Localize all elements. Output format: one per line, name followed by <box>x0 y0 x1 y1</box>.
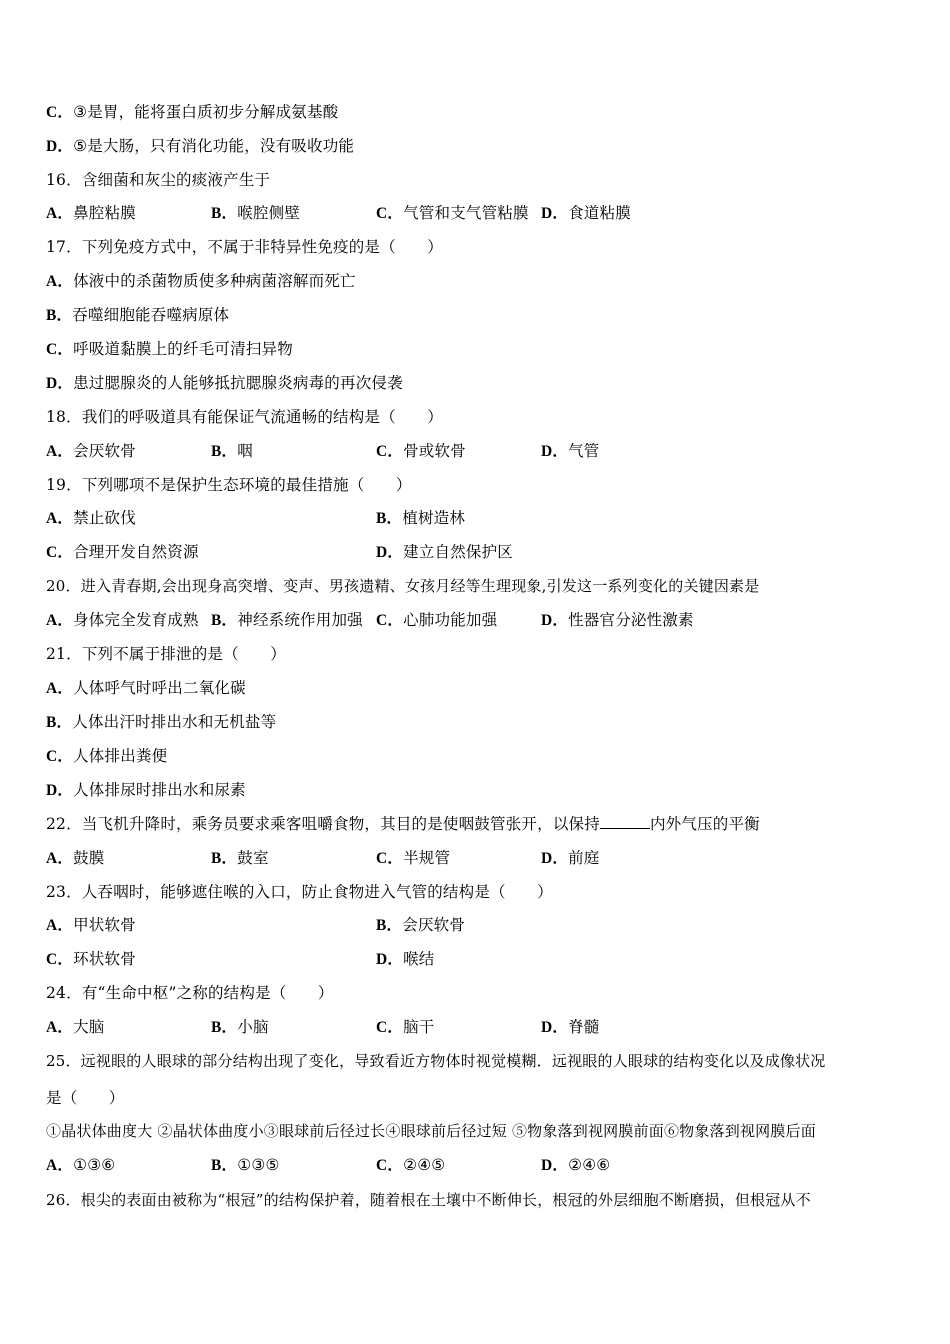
q25-statements: ①晶状体曲度大 ②晶状体曲度小③眼球前后径过长④眼球前后径过短 ⑤物象落到视网膜前面⑥物象落到视网膜后面 <box>46 1122 816 1140</box>
q17-option-d: D．患过腮腺炎的人能够抵抗腮腺炎病毒的再次侵袭 <box>46 374 403 392</box>
q16-option-d: D．食道粘膜 <box>541 204 631 222</box>
q22-option-b: B．鼓室 <box>211 849 269 867</box>
q20-options <box>46 610 906 630</box>
q25-option-d: D．②④⑥ <box>541 1156 611 1174</box>
q22-option-c: C．半规管 <box>376 849 451 867</box>
q19-option-c: C．合理开发自然资源 <box>46 543 199 561</box>
q25-options <box>46 1155 906 1175</box>
q16-option-c: C．气管和支气管粘膜 <box>376 204 529 222</box>
q23-option-c: C．环状软骨 <box>46 950 136 968</box>
q20-option-a: A．身体完全发育成熟 <box>46 611 199 629</box>
q18-option-a: A．会厌软骨 <box>46 442 136 460</box>
q19-options-row1 <box>46 508 906 528</box>
q17-option-b: B．吞噬细胞能吞噬病原体 <box>46 306 230 324</box>
q17-option-a: A．体液中的杀菌物质使多种病菌溶解而死亡 <box>46 272 356 290</box>
q16-option-b: B．喉腔侧壁 <box>211 204 301 222</box>
q17-stem: 17．下列免疫方式中，不属于非特异性免疫的是（ ） <box>46 238 443 256</box>
q15-option-c: C．③是胃，能将蛋白质初步分解成氨基酸 <box>46 103 339 121</box>
answer-blank <box>600 814 650 829</box>
q22-stem: 22．当飞机升降时，乘务员要求乘客咀嚼食物，其目的是使咽鼓管张开，以保持 内外气压的平衡 <box>46 815 760 833</box>
q23-options-row2 <box>46 949 906 969</box>
q18-option-b: B．咽 <box>211 442 253 460</box>
q24-option-c: C．脑干 <box>376 1018 435 1036</box>
q23-option-d: D．喉结 <box>376 950 435 968</box>
q15-option-d: D．⑤是大肠，只有消化功能，没有吸收功能 <box>46 137 355 155</box>
q18-stem: 18．我们的呼吸道具有能保证气流通畅的结构是（ ） <box>46 408 443 426</box>
q18-option-d: D．气管 <box>541 442 600 460</box>
q22-option-a: A．鼓膜 <box>46 849 105 867</box>
q23-option-a: A．甲状软骨 <box>46 916 136 934</box>
q16-stem: 16．含细菌和灰尘的痰液产生于 <box>46 171 271 189</box>
q21-option-a: A．人体呼气时呼出二氧化碳 <box>46 679 246 697</box>
q19-option-a: A．禁止砍伐 <box>46 509 136 527</box>
q24-option-b: B．小脑 <box>211 1018 269 1036</box>
q21-option-b: B．人体出汗时排出水和无机盐等 <box>46 713 277 731</box>
q25-stem-continued: 是（ ） <box>46 1089 125 1107</box>
q19-option-b: B．植树造林 <box>376 509 466 527</box>
q23-stem: 23．人吞咽时，能够遮住喉的入口，防止食物进入气管的结构是（ ） <box>46 883 553 901</box>
q24-option-d: D．脊髓 <box>541 1018 600 1036</box>
q17-option-c: C．呼吸道黏膜上的纤毛可清扫异物 <box>46 340 293 358</box>
q21-option-c: C．人体排出粪便 <box>46 747 168 765</box>
q23-option-b: B．会厌软骨 <box>376 916 466 934</box>
q21-option-d: D．人体排尿时排出水和尿素 <box>46 781 246 799</box>
q24-options <box>46 1017 906 1037</box>
q25-option-c: C．②④⑤ <box>376 1156 446 1174</box>
q25-option-a: A．①③⑥ <box>46 1156 116 1174</box>
q22-options <box>46 848 906 868</box>
q20-option-d: D．性器官分泌性激素 <box>541 611 694 629</box>
q24-stem: 24．有“生命中枢”之称的结构是（ ） <box>46 984 334 1002</box>
q25-stem: 25．远视眼的人眼球的部分结构出现了变化，导致看近方物体时视觉模糊．远视眼的人眼球的结构变化以及成像状况 <box>46 1052 826 1070</box>
q24-option-a: A．大脑 <box>46 1018 105 1036</box>
q20-stem: 20．进入青春期,会出现身高突增、变声、男孩遗精、女孩月经等生理现象,引发这一系列变化的关键因素是 <box>46 577 760 595</box>
q26-stem: 26．根尖的表面由被称为“根冠”的结构保护着，随着根在土壤中不断伸长，根冠的外层细胞不断磨损，但根冠从不 <box>46 1191 811 1209</box>
q20-option-b: B．神经系统作用加强 <box>211 611 363 629</box>
q19-options-row2 <box>46 542 906 562</box>
q22-option-d: D．前庭 <box>541 849 600 867</box>
q18-option-c: C．骨或软骨 <box>376 442 466 460</box>
q16-option-a: A．鼻腔粘膜 <box>46 204 136 222</box>
q19-option-d: D．建立自然保护区 <box>376 543 513 561</box>
q25-option-b: B．①③⑤ <box>211 1156 280 1174</box>
q21-stem: 21．下列不属于排泄的是（ ） <box>46 645 286 663</box>
q18-options <box>46 441 906 461</box>
q19-stem: 19．下列哪项不是保护生态环境的最佳措施（ ） <box>46 476 412 494</box>
q23-options-row1 <box>46 915 906 935</box>
q16-options <box>46 203 906 223</box>
q20-option-c: C．心肺功能加强 <box>376 611 498 629</box>
